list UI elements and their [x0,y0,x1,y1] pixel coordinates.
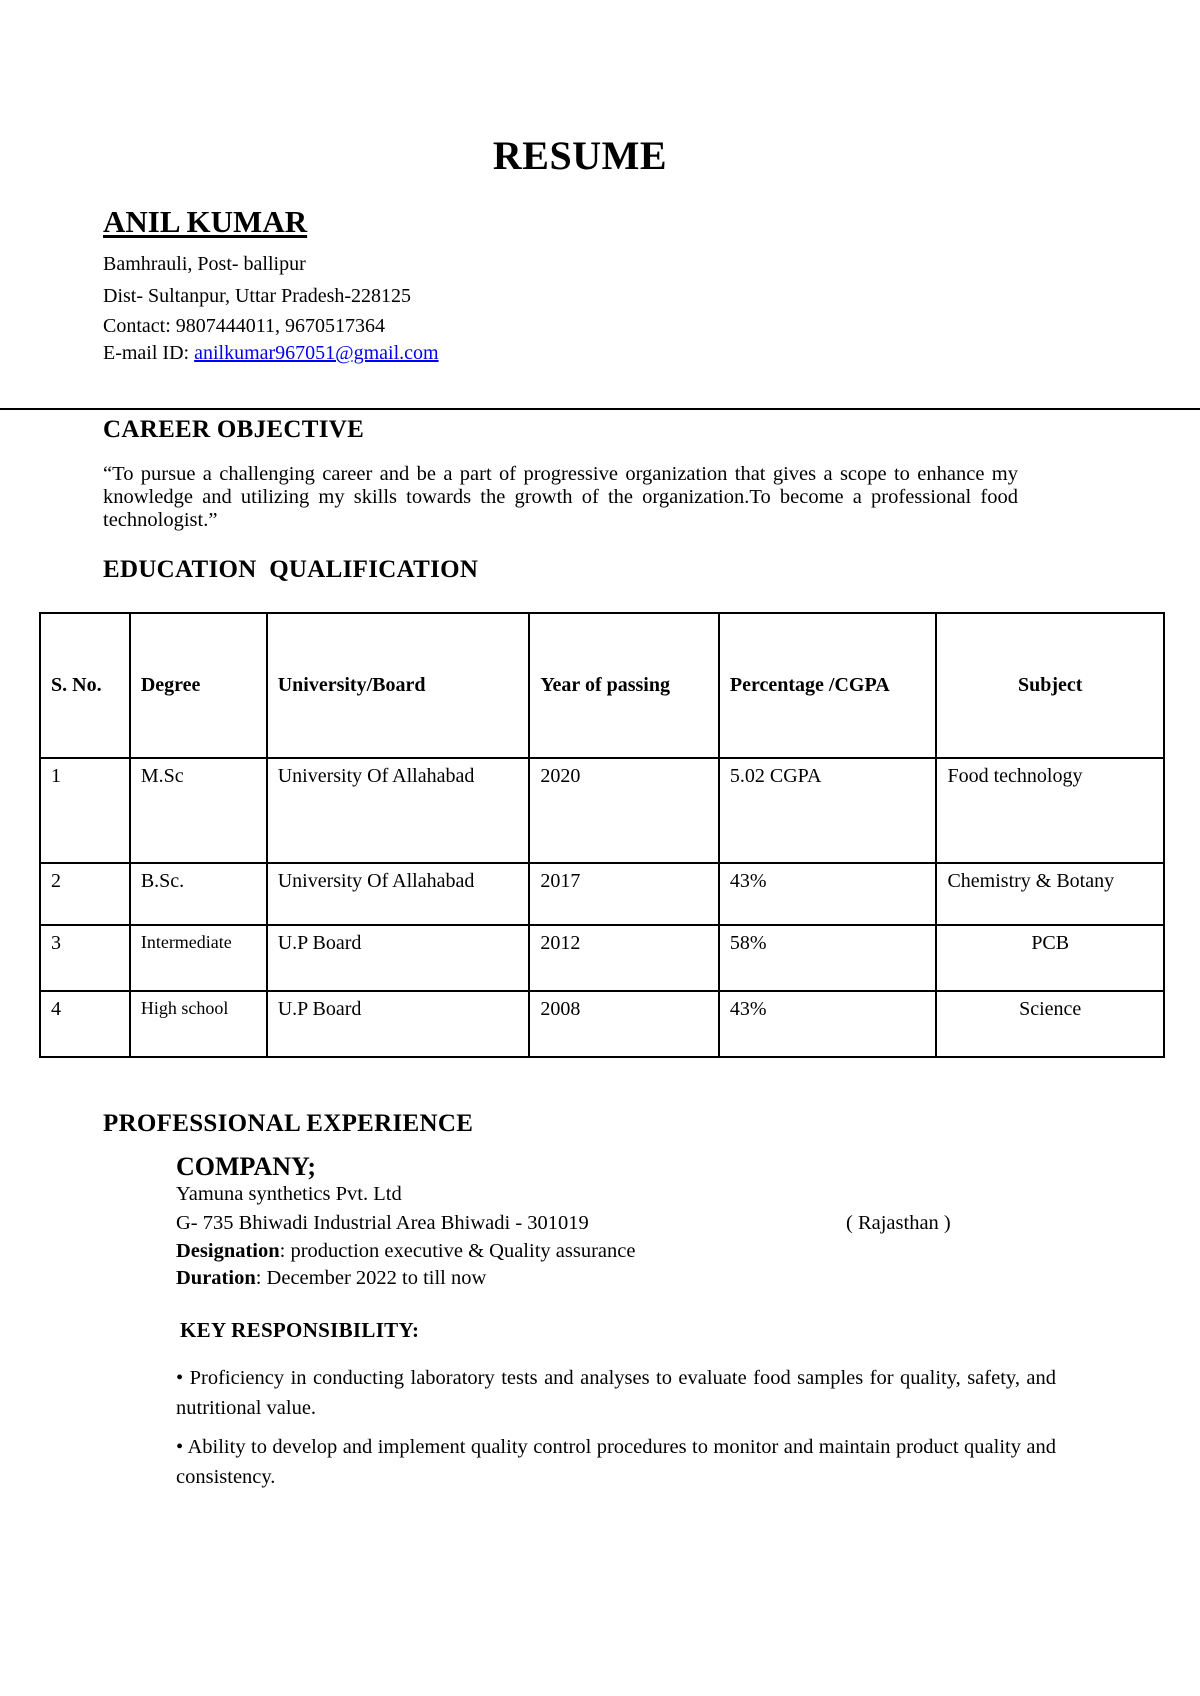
cell-year: 2008 [529,991,719,1057]
duration-value: : December 2022 to till now [255,1267,487,1289]
column-header-university: University/Board [267,613,530,758]
cell-subject: Chemistry & Botany [936,863,1164,925]
cell-sno: 3 [40,925,130,991]
cell-percentage: 43% [719,863,937,925]
responsibility-item: • Proficiency in conducting laboratory tests and analyses to evaluate food samples for quality, safety, and nutritional value. [176,1367,1056,1419]
cell-university: University Of Allahabad [267,863,530,925]
cell-university: U.P Board [267,925,530,991]
company-name: Yamuna synthetics Pvt. Ltd [176,1183,402,1205]
candidate-name: ANIL KUMAR [103,204,308,239]
career-objective-text: “To pursue a challenging career and be a part of progressive organization that gives a scope to enhance my knowledge and utilizing my skills towards the growth of the organization.To become a professional food technologist.” [103,463,1018,531]
key-responsibility-heading: KEY RESPONSIBILITY: [180,1318,420,1342]
experience-heading: PROFESSIONAL EXPERIENCE [103,1110,474,1137]
cell-percentage: 5.02 CGPA [719,758,937,863]
responsibility-item: • Ability to develop and implement quality control procedures to monitor and maintain product quality and consistency. [176,1436,1056,1488]
cell-university: U.P Board [267,991,530,1057]
designation-value: : production executive & Quality assurance [279,1240,636,1262]
cell-university: University Of Allahabad [267,758,530,863]
cell-subject: Science [936,991,1164,1057]
cell-subject: PCB [936,925,1164,991]
career-objective-heading: CAREER OBJECTIVE [103,416,365,443]
email-link[interactable]: anilkumar967051@gmail.com [194,342,439,364]
designation-line [176,1240,635,1263]
designation-label: Designation [176,1240,280,1262]
email-line [103,342,439,365]
cell-year: 2020 [529,758,719,863]
education-table [39,612,1165,1058]
page-title: RESUME [492,133,668,178]
cell-subject: Food technology [936,758,1164,863]
contact-numbers: Contact: 9807444011, 9670517364 [103,315,386,337]
cell-sno: 1 [40,758,130,863]
cell-degree: M.Sc [130,758,267,863]
cell-degree: Intermediate [130,925,267,991]
column-header-year: Year of passing [529,613,719,758]
column-header-subject: Subject [936,613,1164,758]
column-header-sno: S. No. [40,613,130,758]
duration-line [176,1267,486,1290]
cell-sno: 2 [40,863,130,925]
cell-degree: High school [130,991,267,1057]
address-line-2: Dist- Sultanpur, Uttar Pradesh-228125 [103,285,412,307]
header-divider [0,408,1200,410]
cell-percentage: 58% [719,925,937,991]
company-address: G- 735 Bhiwadi Industrial Area Bhiwadi - 301019 [176,1212,589,1234]
cell-year: 2012 [529,925,719,991]
cell-sno: 4 [40,991,130,1057]
company-state: ( Rajasthan ) [846,1212,951,1234]
cell-percentage: 43% [719,991,937,1057]
cell-degree: B.Sc. [130,863,267,925]
duration-label: Duration [176,1267,256,1289]
education-heading: EDUCATION QUALIFICATION [103,556,479,583]
column-header-degree: Degree [130,613,267,758]
table-row [40,991,1164,1057]
company-label: COMPANY; [176,1152,317,1181]
table-row [40,925,1164,991]
table-row [40,863,1164,925]
table-row [40,758,1164,863]
column-header-percentage: Percentage /CGPA [719,613,937,758]
email-label: E-mail ID: [103,342,195,364]
cell-year: 2017 [529,863,719,925]
address-line-1: Bamhrauli, Post- ballipur [103,253,306,275]
table-header-row [40,613,1164,758]
